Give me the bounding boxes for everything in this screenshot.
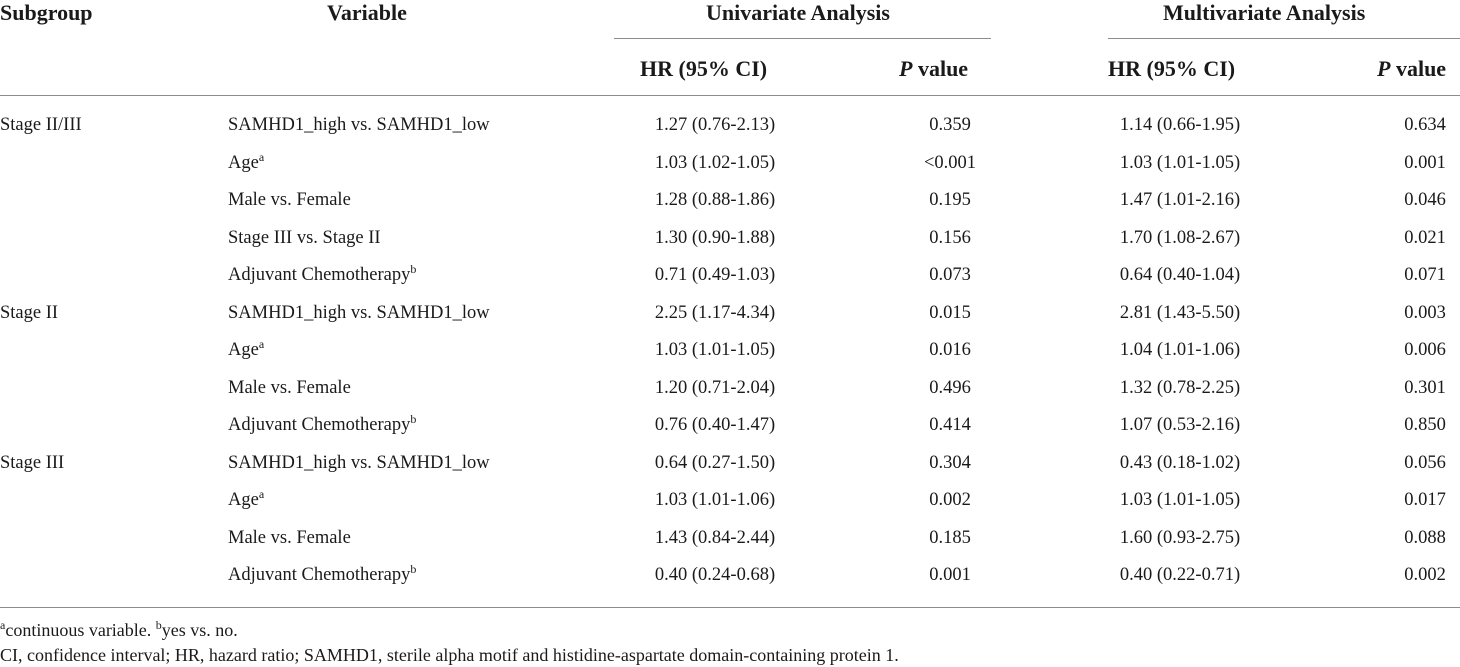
row-variable	[228, 452, 490, 474]
row-univariate-hr: 1.03 (1.01-1.05)	[654, 340, 776, 360]
row-variable-label: Age	[228, 340, 259, 360]
row-univariate-hr: 1.03 (1.02-1.05)	[654, 153, 776, 173]
header-multivariate-p	[1377, 56, 1446, 82]
row-subgroup: Stage III	[0, 453, 65, 473]
row-multivariate-hr: 1.07 (0.53-2.16)	[1119, 415, 1241, 435]
row-multivariate-p: 0.088	[1404, 528, 1446, 548]
row-multivariate-p: 0.301	[1404, 378, 1446, 398]
row-multivariate-p: 0.850	[1404, 415, 1446, 435]
row-variable-label: Adjuvant Chemotherapy	[228, 415, 411, 435]
row-variable-footnote-mark: b	[410, 412, 417, 426]
row-subgroup: Stage II	[0, 303, 59, 323]
footnote-a-mark: a	[0, 618, 6, 632]
row-variable	[228, 564, 416, 586]
row-subgroup: Stage II/III	[0, 115, 82, 135]
row-variable-label: SAMHD1_high vs. SAMHD1_low	[228, 453, 490, 473]
row-multivariate-hr: 1.47 (1.01-2.16)	[1119, 190, 1241, 210]
row-variable-label: SAMHD1_high vs. SAMHD1_low	[228, 303, 490, 323]
row-multivariate-hr: 2.81 (1.43-5.50)	[1119, 303, 1241, 323]
row-variable-footnote-mark: b	[410, 262, 417, 276]
bottom-rule	[0, 607, 1460, 608]
row-univariate-p: 0.156	[929, 228, 971, 248]
row-multivariate-p: 0.017	[1404, 490, 1446, 510]
row-multivariate-p: 0.021	[1404, 228, 1446, 248]
row-variable-label: Male vs. Female	[228, 378, 351, 398]
row-univariate-hr: 1.28 (0.88-1.86)	[654, 190, 776, 210]
p-italic: P	[899, 56, 913, 81]
row-univariate-p: 0.304	[929, 453, 971, 473]
header-univariate: Univariate Analysis	[706, 0, 890, 25]
row-univariate-p: 0.414	[929, 415, 971, 435]
row-multivariate-p: 0.634	[1404, 115, 1446, 135]
row-variable-footnote-mark: a	[258, 150, 265, 164]
row-multivariate-hr: 1.14 (0.66-1.95)	[1119, 115, 1241, 135]
footnote-a-text: continuous variable.	[5, 620, 156, 640]
footnote-b-text: yes vs. no.	[161, 620, 238, 640]
row-multivariate-hr: 1.70 (1.08-2.67)	[1119, 228, 1241, 248]
row-univariate-p: 0.016	[929, 340, 971, 360]
row-variable-label: Male vs. Female	[228, 190, 351, 210]
row-variable-label: Stage III vs. Stage II	[228, 228, 381, 248]
univariate-underline	[614, 38, 991, 39]
row-multivariate-hr: 0.43 (0.18-1.02)	[1119, 453, 1241, 473]
header-multivariate-hr: HR (95% CI)	[1108, 56, 1236, 81]
row-variable-footnote-mark: b	[410, 562, 417, 576]
row-univariate-hr: 1.30 (0.90-1.88)	[654, 228, 776, 248]
header-univariate-hr: HR (95% CI)	[640, 56, 768, 81]
p-value-label: value	[912, 56, 969, 81]
row-variable	[228, 264, 416, 286]
row-univariate-hr: 0.64 (0.27-1.50)	[654, 453, 776, 473]
row-variable	[228, 377, 351, 399]
header-variable: Variable	[327, 0, 407, 25]
row-multivariate-p: 0.006	[1404, 340, 1446, 360]
row-multivariate-p: 0.056	[1404, 453, 1446, 473]
row-multivariate-p: 0.001	[1404, 153, 1446, 173]
row-multivariate-hr: 1.04 (1.01-1.06)	[1119, 340, 1241, 360]
row-univariate-hr: 1.20 (0.71-2.04)	[654, 378, 776, 398]
row-multivariate-p: 0.046	[1404, 190, 1446, 210]
header-subgroup: Subgroup	[0, 0, 93, 25]
row-variable	[228, 339, 264, 361]
row-univariate-hr: 0.40 (0.24-0.68)	[654, 565, 776, 585]
row-univariate-hr: 1.27 (0.76-2.13)	[654, 115, 776, 135]
header-univariate-p	[899, 56, 968, 82]
row-univariate-p: 0.496	[929, 378, 971, 398]
row-univariate-hr: 2.25 (1.17-4.34)	[654, 303, 776, 323]
row-multivariate-hr: 1.60 (0.93-2.75)	[1119, 528, 1241, 548]
row-variable	[228, 152, 264, 174]
footnote-superscripts	[0, 620, 238, 641]
row-variable-label: Adjuvant Chemotherapy	[228, 565, 411, 585]
row-variable	[228, 527, 351, 549]
row-variable-label: Age	[228, 153, 259, 173]
row-multivariate-hr: 1.03 (1.01-1.05)	[1119, 490, 1241, 510]
row-variable-label: SAMHD1_high vs. SAMHD1_low	[228, 115, 490, 135]
row-variable	[228, 302, 490, 324]
row-univariate-p: 0.001	[929, 565, 971, 585]
row-univariate-p: 0.195	[929, 190, 971, 210]
row-univariate-p: 0.002	[929, 490, 971, 510]
row-variable-footnote-mark: a	[258, 337, 265, 351]
row-multivariate-hr: 1.03 (1.01-1.05)	[1119, 153, 1241, 173]
footnote-b-mark: b	[155, 618, 162, 632]
row-univariate-p: 0.073	[929, 265, 971, 285]
row-univariate-hr: 0.71 (0.49-1.03)	[654, 265, 776, 285]
row-variable-label: Age	[228, 490, 259, 510]
row-multivariate-hr: 1.32 (0.78-2.25)	[1119, 378, 1241, 398]
row-univariate-hr: 1.03 (1.01-1.06)	[654, 490, 776, 510]
row-variable	[228, 114, 490, 136]
row-univariate-p: 0.185	[929, 528, 971, 548]
p-italic: P	[1377, 56, 1391, 81]
row-variable	[228, 414, 416, 436]
header-multivariate: Multivariate Analysis	[1163, 0, 1366, 25]
row-variable-footnote-mark: a	[258, 487, 265, 501]
p-value-label: value	[1390, 56, 1447, 81]
row-multivariate-p: 0.002	[1404, 565, 1446, 585]
row-variable	[228, 489, 264, 511]
row-univariate-p: 0.359	[929, 115, 971, 135]
multivariate-underline	[1108, 38, 1460, 39]
row-variable-label: Male vs. Female	[228, 528, 351, 548]
footnote-abbreviations: CI, confidence interval; HR, hazard ratio; SAMHD1, sterile alpha motif and histidine-aspartate domain-containing protein 1.	[0, 645, 899, 665]
header-rule	[0, 95, 1460, 96]
row-multivariate-p: 0.003	[1404, 303, 1446, 323]
row-variable	[228, 227, 381, 249]
row-univariate-hr: 0.76 (0.40-1.47)	[654, 415, 776, 435]
row-multivariate-hr: 0.40 (0.22-0.71)	[1119, 565, 1241, 585]
row-univariate-hr: 1.43 (0.84-2.44)	[654, 528, 776, 548]
row-univariate-p: 0.015	[929, 303, 971, 323]
row-variable-label: Adjuvant Chemotherapy	[228, 265, 411, 285]
row-multivariate-hr: 0.64 (0.40-1.04)	[1119, 265, 1241, 285]
row-univariate-p: <0.001	[923, 153, 977, 173]
row-multivariate-p: 0.071	[1404, 265, 1446, 285]
row-variable	[228, 189, 351, 211]
